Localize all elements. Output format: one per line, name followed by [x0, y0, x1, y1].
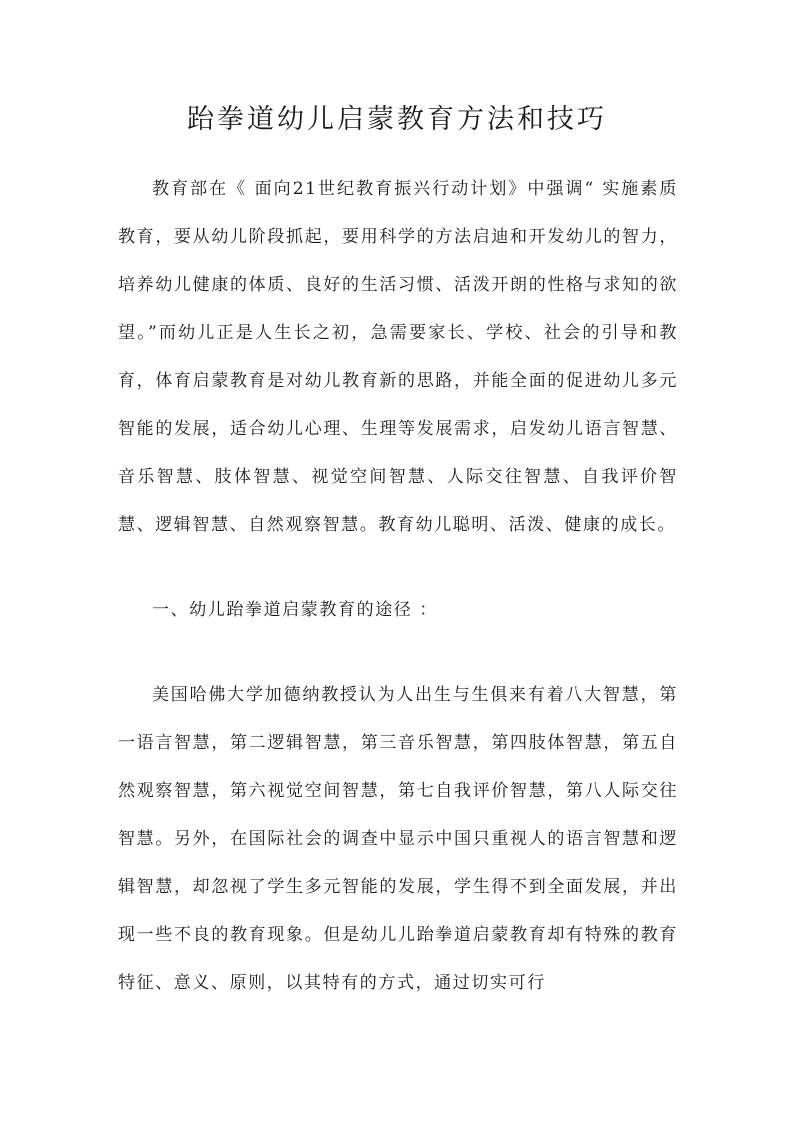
- document-body: [118, 165, 678, 1007]
- paragraph-spacer: [118, 634, 678, 671]
- paragraph-gardner: 美国哈佛大学加德纳教授认为人出生与生俱来有着八大智慧，第一语言智慧，第二逻辑智慧，第三音乐智慧，第四肢体智慧，第五自然观察智慧，第六视觉空间智慧，第七自我评价智慧，第八人际交往智慧。另外，在国际社会的调查中显示中国只重视人的语言智慧和逻辑智慧，却忽视了学生多元智能的发展，学生得不到全面发展，并出现一些不良的教育现象。但是幼儿儿跆拳道启蒙教育却有特殊的教育特征、意义、原则，以其特有的方式，通过切实可行: [118, 685, 678, 993]
- paragraph-spacer: [118, 549, 678, 586]
- section-heading-1: 一、幼儿跆拳道启蒙教育的途径 ：: [152, 600, 439, 620]
- document-title: 跆拳道幼儿启蒙教育方法和技巧: [187, 104, 607, 135]
- paragraph-intro: 教育部在《 面向21世纪教育振兴行动计划》中强调“ 实施素质教育，要从幼儿阶段抓起，要用科学的方法启迪和开发幼儿的智力，培养幼儿健康的体质、良好的生活习惯、活泼开朗的性格与求知的欲望。”而幼儿正是人生长之初，急需要家长、学校、社会的引导和教育，体育启蒙教育是对幼儿教育新的思路，并能全面的促进幼儿多元智能的发展，适合幼儿心理、生理等发展需求，启发幼儿语言智慧、音乐智慧、肢体智慧、视觉空间智慧、人际交往智慧、自我评价智慧、逻辑智慧、自然观察智慧。教育幼儿聪明、活泼、健康的成长。: [118, 179, 678, 535]
